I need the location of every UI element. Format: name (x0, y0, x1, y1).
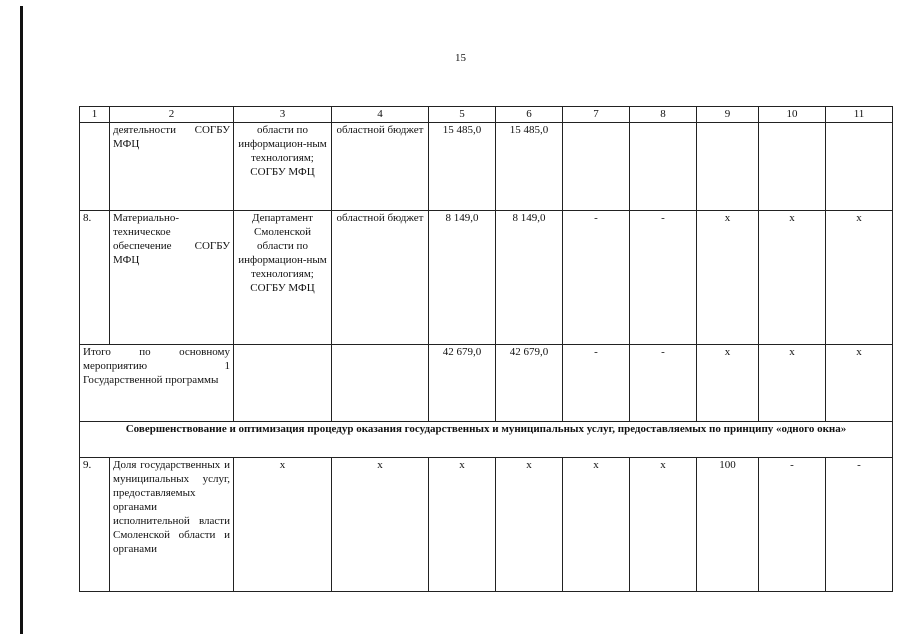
cell-executor: области по информацион-ным технологиям; СОГБУ МФЦ (234, 123, 332, 211)
cell-source (332, 345, 429, 422)
table-row-total (80, 345, 893, 422)
col-header: 9 (697, 107, 759, 123)
cell-name: Материально-техническое обеспечение СОГБУ МФЦ (110, 211, 234, 345)
cell-col6: 8 149,0 (496, 211, 563, 345)
cell-num: 8. (80, 211, 110, 345)
cell-col6: 42 679,0 (496, 345, 563, 422)
cell-col5: 8 149,0 (429, 211, 496, 345)
binding-bar (20, 6, 23, 634)
section-title: Совершенствование и оптимизация процедур оказания государственных и муниципальных услуг, предоставляемых по принципу «одного окна» (80, 422, 893, 458)
col-header: 1 (80, 107, 110, 123)
cell-total-label: Итого по основному мероприятию 1 Государственной программы (80, 345, 234, 422)
table-row-continued (80, 123, 893, 211)
cell-col10: х (759, 211, 826, 345)
cell-col7 (563, 123, 630, 211)
section-heading-row (80, 422, 893, 458)
col-header: 6 (496, 107, 563, 123)
cell-col11: х (826, 345, 893, 422)
col-header: 8 (630, 107, 697, 123)
column-number-row (80, 107, 893, 123)
cell-col9: х (697, 345, 759, 422)
cell-col7: - (563, 211, 630, 345)
cell-col6: х (496, 458, 563, 592)
cell-col8: - (630, 211, 697, 345)
cell-col8 (630, 123, 697, 211)
col-header: 3 (234, 107, 332, 123)
cell-source: областной бюджет (332, 123, 429, 211)
cell-col10: х (759, 345, 826, 422)
cell-executor (234, 345, 332, 422)
cell-name: Доля государственных и муниципальных услуг, предоставляемых органами исполнительной власти Смоленской области и органами (110, 458, 234, 592)
cell-executor: Департамент Смоленской области по информацион-ным технологиям; СОГБУ МФЦ (234, 211, 332, 345)
cell-col11: - (826, 458, 893, 592)
cell-col7: - (563, 345, 630, 422)
cell-col9: х (697, 211, 759, 345)
cell-col8: - (630, 345, 697, 422)
cell-col5: 15 485,0 (429, 123, 496, 211)
cell-source: областной бюджет (332, 211, 429, 345)
cell-col3: х (234, 458, 332, 592)
cell-col10 (759, 123, 826, 211)
col-header: 10 (759, 107, 826, 123)
cell-name: деятельности СОГБУ МФЦ (110, 123, 234, 211)
table-row-9 (80, 458, 893, 592)
cell-col10: - (759, 458, 826, 592)
cell-col5: х (429, 458, 496, 592)
col-header: 7 (563, 107, 630, 123)
cell-col8: х (630, 458, 697, 592)
cell-col11 (826, 123, 893, 211)
cell-col9 (697, 123, 759, 211)
table-row-8 (80, 211, 893, 345)
program-table (79, 106, 893, 592)
cell-col9: 100 (697, 458, 759, 592)
cell-col11: х (826, 211, 893, 345)
cell-col7: х (563, 458, 630, 592)
cell-col4: х (332, 458, 429, 592)
cell-col5: 42 679,0 (429, 345, 496, 422)
cell-num (80, 123, 110, 211)
col-header: 5 (429, 107, 496, 123)
cell-col6: 15 485,0 (496, 123, 563, 211)
col-header: 11 (826, 107, 893, 123)
col-header: 2 (110, 107, 234, 123)
cell-num: 9. (80, 458, 110, 592)
page-number: 15 (455, 52, 466, 64)
col-header: 4 (332, 107, 429, 123)
